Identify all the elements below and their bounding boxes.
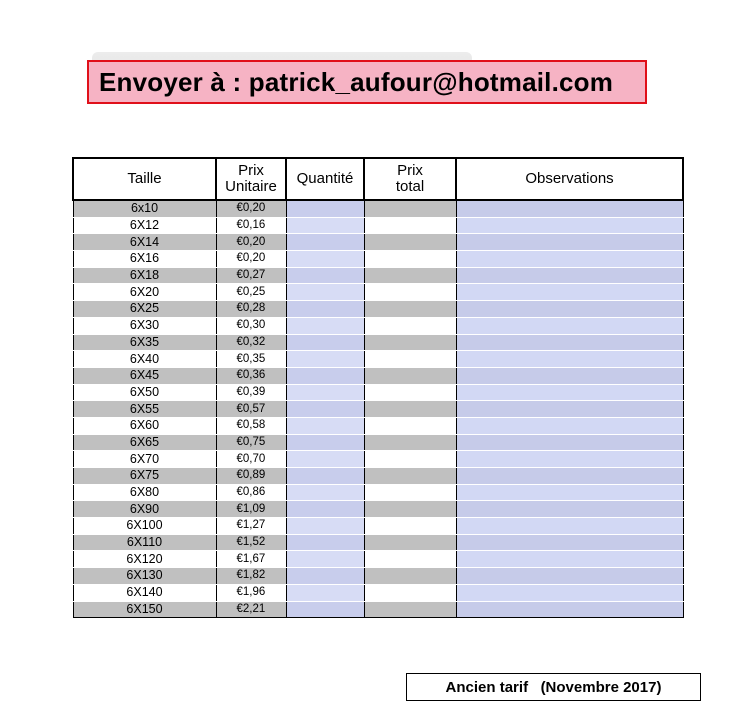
header-observations: Observations [456, 158, 683, 200]
send-to-banner [87, 60, 647, 104]
quantity-input-cell[interactable] [286, 484, 364, 501]
quantity-input-cell[interactable] [286, 267, 364, 284]
size-cell: 6X100 [73, 518, 216, 535]
table-row [73, 484, 683, 501]
size-cell: 6X55 [73, 401, 216, 418]
unit-price-cell: €0,28 [216, 301, 286, 318]
unit-price-cell: €0,58 [216, 417, 286, 434]
size-cell: 6X50 [73, 384, 216, 401]
table-row [73, 200, 683, 217]
table-row [73, 334, 683, 351]
quantity-input-cell[interactable] [286, 434, 364, 451]
unit-price-cell: €0,39 [216, 384, 286, 401]
observations-input-cell[interactable] [456, 468, 683, 485]
unit-price-cell: €0,27 [216, 267, 286, 284]
observations-input-cell[interactable] [456, 518, 683, 535]
total-price-cell [364, 401, 456, 418]
total-price-cell [364, 434, 456, 451]
unit-price-cell: €0,20 [216, 234, 286, 251]
total-price-cell [364, 301, 456, 318]
unit-price-cell: €0,16 [216, 217, 286, 234]
table-row [73, 601, 683, 618]
size-cell: 6X12 [73, 217, 216, 234]
unit-price-cell: €1,09 [216, 501, 286, 518]
observations-input-cell[interactable] [456, 551, 683, 568]
header-size: Taille [73, 158, 216, 200]
quantity-input-cell[interactable] [286, 417, 364, 434]
size-cell: 6X150 [73, 601, 216, 618]
total-price-cell [364, 351, 456, 368]
total-price-cell [364, 217, 456, 234]
observations-input-cell[interactable] [456, 334, 683, 351]
quantity-input-cell[interactable] [286, 534, 364, 551]
table-row [73, 584, 683, 601]
size-cell: 6X14 [73, 234, 216, 251]
table-row [73, 251, 683, 268]
quantity-input-cell[interactable] [286, 301, 364, 318]
unit-price-cell: €0,70 [216, 451, 286, 468]
observations-input-cell[interactable] [456, 417, 683, 434]
unit-price-cell: €0,35 [216, 351, 286, 368]
size-cell: 6X75 [73, 468, 216, 485]
size-cell: 6x10 [73, 200, 216, 217]
total-price-cell [364, 267, 456, 284]
unit-price-cell: €2,21 [216, 601, 286, 618]
table-row [73, 384, 683, 401]
observations-input-cell[interactable] [456, 351, 683, 368]
table-row [73, 217, 683, 234]
size-cell: 6X110 [73, 534, 216, 551]
unit-price-cell: €0,30 [216, 317, 286, 334]
observations-input-cell[interactable] [456, 367, 683, 384]
size-cell: 6X65 [73, 434, 216, 451]
total-price-cell [364, 484, 456, 501]
observations-input-cell[interactable] [456, 317, 683, 334]
size-cell: 6X120 [73, 551, 216, 568]
quantity-input-cell[interactable] [286, 334, 364, 351]
header-unit-price: Prix Unitaire [216, 158, 286, 200]
size-cell: 6X25 [73, 301, 216, 318]
observations-input-cell[interactable] [456, 251, 683, 268]
total-price-cell [364, 284, 456, 301]
unit-price-cell: €1,27 [216, 518, 286, 535]
unit-price-cell: €0,75 [216, 434, 286, 451]
table-row [73, 518, 683, 535]
total-price-cell [364, 200, 456, 217]
table-row [73, 468, 683, 485]
total-price-cell [364, 384, 456, 401]
table-row [73, 351, 683, 368]
quantity-input-cell[interactable] [286, 501, 364, 518]
observations-input-cell[interactable] [456, 284, 683, 301]
unit-price-cell: €0,32 [216, 334, 286, 351]
table-row [73, 367, 683, 384]
quantity-input-cell[interactable] [286, 384, 364, 401]
table-row [73, 551, 683, 568]
quantity-input-cell[interactable] [286, 251, 364, 268]
size-cell: 6X70 [73, 451, 216, 468]
total-price-cell [364, 551, 456, 568]
total-price-cell [364, 234, 456, 251]
observations-input-cell[interactable] [456, 301, 683, 318]
quantity-input-cell[interactable] [286, 200, 364, 217]
size-cell: 6X80 [73, 484, 216, 501]
header-quantity: Quantité [286, 158, 364, 200]
total-price-cell [364, 601, 456, 618]
quantity-input-cell[interactable] [286, 284, 364, 301]
table-row [73, 301, 683, 318]
total-price-cell [364, 468, 456, 485]
unit-price-cell: €0,57 [216, 401, 286, 418]
table-row [73, 317, 683, 334]
size-cell: 6X16 [73, 251, 216, 268]
quantity-input-cell[interactable] [286, 401, 364, 418]
size-cell: 6X30 [73, 317, 216, 334]
table-row [73, 451, 683, 468]
total-price-cell [364, 534, 456, 551]
size-cell: 6X40 [73, 351, 216, 368]
quantity-input-cell[interactable] [286, 367, 364, 384]
unit-price-cell: €1,96 [216, 584, 286, 601]
observations-input-cell[interactable] [456, 401, 683, 418]
quantity-input-cell[interactable] [286, 568, 364, 585]
quantity-input-cell[interactable] [286, 351, 364, 368]
table-row [73, 234, 683, 251]
size-cell: 6X60 [73, 417, 216, 434]
size-cell: 6X20 [73, 284, 216, 301]
table-row [73, 417, 683, 434]
unit-price-cell: €1,82 [216, 568, 286, 585]
table-row [73, 568, 683, 585]
table-row [73, 284, 683, 301]
observations-input-cell[interactable] [456, 200, 683, 217]
unit-price-cell: €0,20 [216, 200, 286, 217]
total-price-cell [364, 417, 456, 434]
observations-input-cell[interactable] [456, 434, 683, 451]
unit-price-cell: €0,20 [216, 251, 286, 268]
observations-input-cell[interactable] [456, 601, 683, 618]
price-order-table [72, 157, 684, 618]
observations-input-cell[interactable] [456, 484, 683, 501]
size-cell: 6X90 [73, 501, 216, 518]
quantity-input-cell[interactable] [286, 551, 364, 568]
size-cell: 6X45 [73, 367, 216, 384]
unit-price-cell: €1,52 [216, 534, 286, 551]
old-price-note: Ancien tarif (Novembre 2017) [406, 673, 701, 701]
table-row [73, 534, 683, 551]
size-cell: 6X140 [73, 584, 216, 601]
observations-input-cell[interactable] [456, 451, 683, 468]
total-price-cell [364, 251, 456, 268]
table-row [73, 401, 683, 418]
observations-input-cell[interactable] [456, 234, 683, 251]
quantity-input-cell[interactable] [286, 468, 364, 485]
header-total-price: Prix total [364, 158, 456, 200]
total-price-cell [364, 501, 456, 518]
unit-price-cell: €0,36 [216, 367, 286, 384]
observations-input-cell[interactable] [456, 568, 683, 585]
total-price-cell [364, 568, 456, 585]
total-price-cell [364, 518, 456, 535]
unit-price-cell: €0,86 [216, 484, 286, 501]
size-cell: 6X35 [73, 334, 216, 351]
observations-input-cell[interactable] [456, 384, 683, 401]
size-cell: 6X18 [73, 267, 216, 284]
total-price-cell [364, 451, 456, 468]
table-row [73, 501, 683, 518]
quantity-input-cell[interactable] [286, 451, 364, 468]
observations-input-cell[interactable] [456, 534, 683, 551]
total-price-cell [364, 584, 456, 601]
total-price-cell [364, 334, 456, 351]
observations-input-cell[interactable] [456, 217, 683, 234]
quantity-input-cell[interactable] [286, 217, 364, 234]
size-cell: 6X130 [73, 568, 216, 585]
table-row [73, 267, 683, 284]
send-to-email: Envoyer à : patrick_aufour@hotmail.com [99, 66, 614, 97]
quantity-input-cell[interactable] [286, 518, 364, 535]
unit-price-cell: €1,67 [216, 551, 286, 568]
observations-input-cell[interactable] [456, 501, 683, 518]
total-price-cell [364, 317, 456, 334]
total-price-cell [364, 367, 456, 384]
quantity-input-cell[interactable] [286, 601, 364, 618]
quantity-input-cell[interactable] [286, 317, 364, 334]
observations-input-cell[interactable] [456, 267, 683, 284]
unit-price-cell: €0,89 [216, 468, 286, 485]
quantity-input-cell[interactable] [286, 584, 364, 601]
table-row [73, 434, 683, 451]
table-header-row [73, 158, 683, 200]
observations-input-cell[interactable] [456, 584, 683, 601]
quantity-input-cell[interactable] [286, 234, 364, 251]
unit-price-cell: €0,25 [216, 284, 286, 301]
